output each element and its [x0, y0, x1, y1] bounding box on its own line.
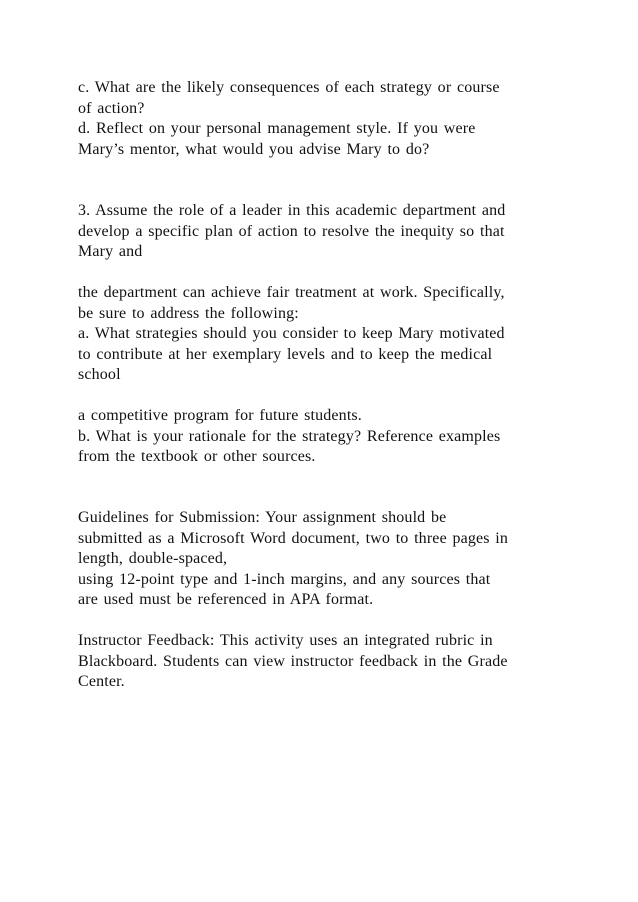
- text-line: Mary and: [78, 243, 143, 260]
- text-line: develop a specific plan of action to resolve the inequity so that: [78, 223, 505, 240]
- text-line: Center.: [78, 673, 125, 690]
- text-line: 3. Assume the role of a leader in this academic department and: [78, 202, 506, 219]
- text-line: b. What is your rationale for the strategy? Reference examples: [78, 428, 501, 445]
- text-line: from the textbook or other sources.: [78, 448, 316, 465]
- text-line: of action?: [78, 100, 145, 117]
- text-line: Guidelines for Submission: Your assignment should be: [78, 509, 447, 526]
- text-line: c. What are the likely consequences of each strategy or course: [78, 79, 500, 96]
- text-line: submitted as a Microsoft Word document, two to three pages in: [78, 530, 509, 547]
- text-line: Instructor Feedback: This activity uses an integrated rubric in: [78, 632, 493, 649]
- text-line: using 12-point type and 1-inch margins, and any sources that: [78, 571, 491, 588]
- text-line: length, double-spaced,: [78, 550, 228, 567]
- text-line: the department can achieve fair treatment at work. Specifically,: [78, 284, 505, 301]
- text-line: to contribute at her exemplary levels and to keep the medical: [78, 346, 493, 363]
- text-line: Mary’s mentor, what would you advise Mary to do?: [78, 141, 430, 158]
- text-line: school: [78, 366, 121, 383]
- text-line: be sure to address the following:: [78, 305, 299, 322]
- text-line: d. Reflect on your personal management style. If you were: [78, 120, 476, 137]
- text-line: Blackboard. Students can view instructor feedback in the Grade: [78, 653, 508, 670]
- text-line: a competitive program for future students.: [78, 407, 362, 424]
- text-line: are used must be referenced in APA format.: [78, 591, 374, 608]
- text-line: a. What strategies should you consider to keep Mary motivated: [78, 325, 505, 342]
